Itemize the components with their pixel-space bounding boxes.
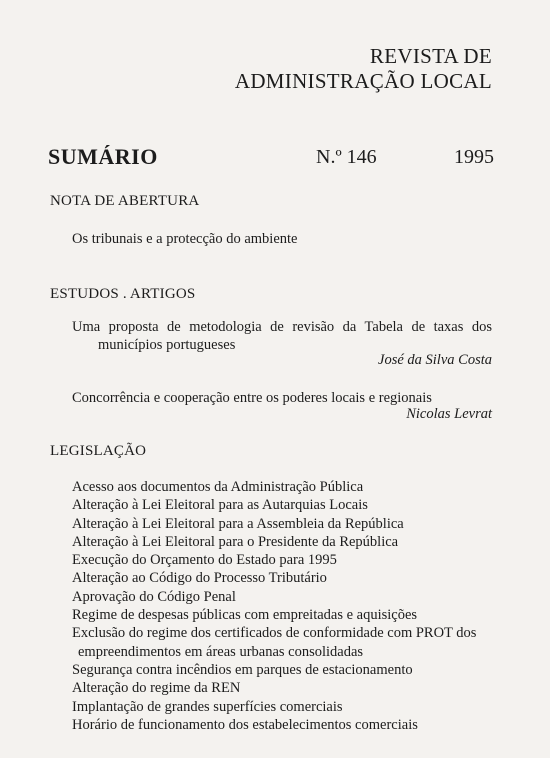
article-entry bbox=[72, 389, 492, 407]
legislation-item: Alteração à Lei Eleitoral para a Assembleia da República bbox=[72, 515, 404, 532]
article-title-line: municípios portugueses bbox=[98, 337, 236, 353]
opening-item: Os tribunais e a protecção do ambiente bbox=[72, 231, 298, 247]
article-author: José da Silva Costa bbox=[378, 352, 492, 368]
journal-title bbox=[235, 44, 492, 94]
legislation-item: Alteração à Lei Eleitoral para as Autarquias Locais bbox=[72, 497, 368, 514]
legislation-item: Alteração do regime da REN bbox=[72, 680, 241, 697]
legislation-item-continuation: empreendimentos em áreas urbanas consolidadas bbox=[78, 643, 364, 660]
article-author: Nicolas Levrat bbox=[406, 406, 492, 422]
legislation-item: Exclusão do regime dos certificados de conformidade com PROT dos bbox=[72, 625, 477, 642]
issue-number: N.º 146 bbox=[316, 146, 377, 168]
article-title-line: Uma proposta de metodologia de revisão da Tabela de taxas dos bbox=[72, 319, 492, 335]
section-heading-legislation: LEGISLAÇÃO bbox=[50, 443, 147, 459]
legislation-item: Segurança contra incêndios em parques de estacionamento bbox=[72, 661, 413, 678]
legislation-item: Implantação de grandes superfícies comerciais bbox=[72, 698, 343, 715]
section-heading-studies: ESTUDOS . ARTIGOS bbox=[50, 286, 196, 302]
legislation-item: Acesso aos documentos da Administração Pública bbox=[72, 479, 364, 495]
summary-title: SUMÁRIO bbox=[48, 144, 158, 169]
article-entry bbox=[72, 318, 492, 354]
legislation-list bbox=[72, 478, 502, 734]
section-heading-opening: NOTA DE ABERTURA bbox=[50, 193, 200, 209]
legislation-item: Horário de funcionamento dos estabelecimentos comerciais bbox=[72, 716, 418, 733]
journal-title-line2: ADMINISTRAÇÃO LOCAL bbox=[234, 69, 492, 93]
legislation-item: Execução do Orçamento do Estado para 1995 bbox=[72, 552, 337, 569]
issue-year: 1995 bbox=[454, 146, 494, 168]
legislation-item: Alteração ao Código do Processo Tributário bbox=[72, 570, 327, 587]
article-title-line: Concorrência e cooperação entre os poderes locais e regionais bbox=[72, 390, 432, 406]
legislation-item: Regime de despesas públicas com empreitadas e aquisições bbox=[72, 607, 418, 624]
legislation-item: Alteração à Lei Eleitoral para o Presidente da República bbox=[72, 533, 399, 550]
summary-header bbox=[48, 144, 494, 174]
legislation-item: Aprovação do Código Penal bbox=[72, 588, 236, 605]
journal-title-line1: REVISTA DE bbox=[369, 44, 492, 68]
